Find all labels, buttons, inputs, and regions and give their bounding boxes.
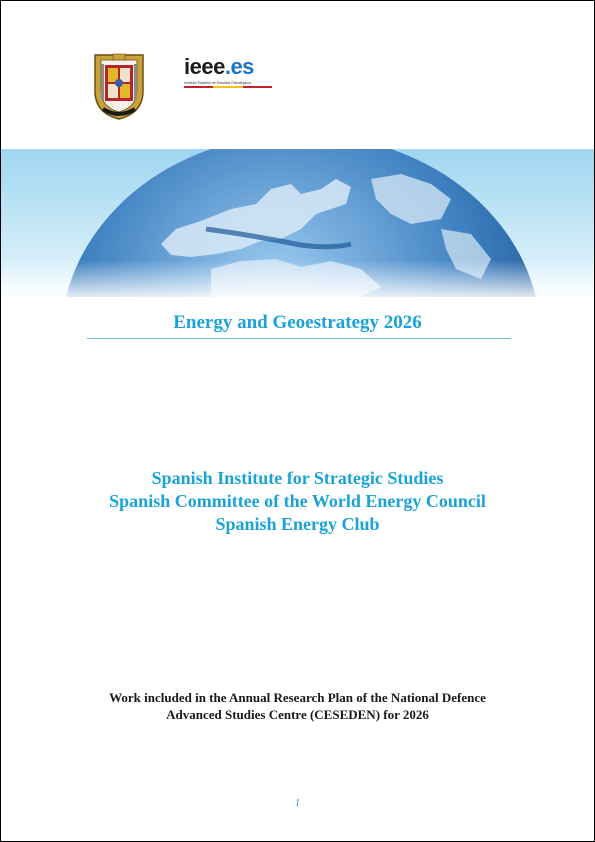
ieee-logo-extension: .es <box>224 54 254 79</box>
organizations-block <box>1 467 594 536</box>
work-note-line: Work included in the Annual Research Plan of the National Defence <box>109 690 486 705</box>
ieee-logo-stripe <box>184 86 272 88</box>
organization-name: Spanish Institute for Strategic Studies <box>151 468 444 488</box>
organization-name: Spanish Energy Club <box>215 514 380 534</box>
title-divider <box>87 338 511 339</box>
ieee-logo <box>184 55 279 88</box>
ieee-logo-subtitle: Instituto Español de Estudios Estratégicos <box>184 81 252 85</box>
ieee-logo-name: ieee <box>184 54 225 79</box>
globe-banner-image <box>1 149 594 297</box>
page-number: 1 <box>295 798 300 809</box>
work-note <box>1 689 594 723</box>
organization-name: Spanish Committee of the World Energy Council <box>109 491 486 511</box>
document-title: Energy and Geoestrategy 2026 <box>173 312 422 333</box>
ceseden-crest-logo <box>89 51 149 121</box>
work-note-line: Advanced Studies Centre (CESEDEN) for 2026 <box>166 707 429 722</box>
